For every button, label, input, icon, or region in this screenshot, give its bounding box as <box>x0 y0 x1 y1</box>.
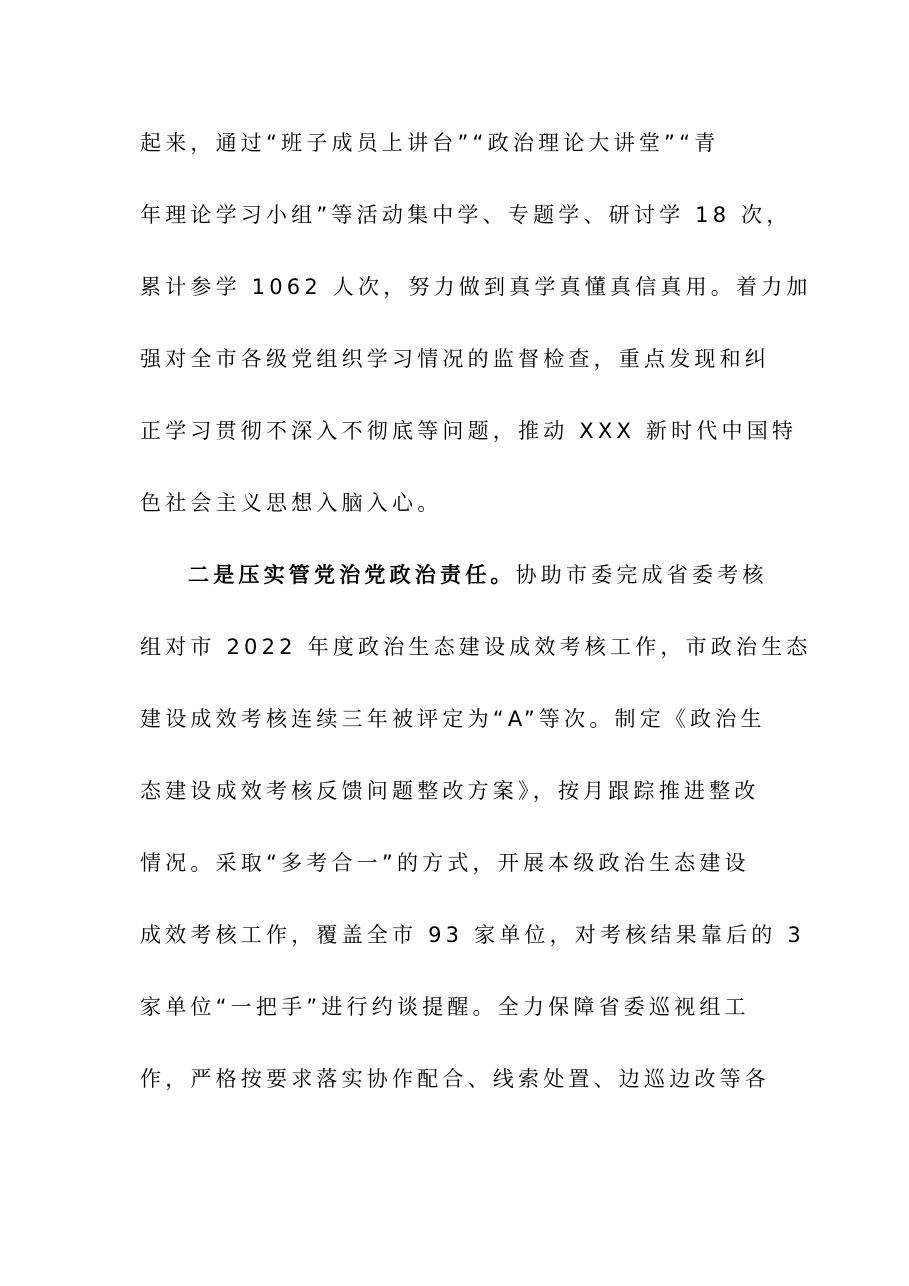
paragraph-2-line: 成效考核工作，覆盖全市 93 家单位，对考核结果靠后的 3 <box>140 923 805 947</box>
paragraph-2-line: 情况。采取“多考合一”的方式，开展本级政治生态建设 <box>140 851 750 875</box>
paragraph-1-line: 正学习贯彻不深入不彻底等问题，推动 XXX 新时代中国特 <box>140 419 798 443</box>
paragraph-1-line: 累计参学 1062 人次，努力做到真学真懂真信真用。着力加 <box>140 275 812 299</box>
paragraph-1-line: 年理论学习小组”等活动集中学、专题学、研讨学 18 次， <box>140 203 792 227</box>
section-heading: 二是压实管党治党政治责任。 <box>188 563 516 587</box>
paragraph-1-line: 色社会主义思想入脑入心。 <box>140 491 443 515</box>
paragraph-2-line: 家单位“一把手”进行约谈提醒。全力保障省委巡视组工 <box>140 995 750 1019</box>
paragraph-2-line: 组对市 2022 年度政治生态建设成效考核工作，市政治生态 <box>140 635 812 659</box>
paragraph-1-line: 强对全市各级党组织学习情况的监督检查，重点发现和纠 <box>140 347 770 371</box>
paragraph-2-first-line-text: 协助市委完成省委考核 <box>515 563 768 587</box>
paragraph-2-line: 态建设成效考核反馈问题整改方案》，按月跟踪推进整改 <box>140 779 760 803</box>
paragraph-2-line: 建设成效考核连续三年被评定为“A”等次。制定《政治生 <box>140 707 766 731</box>
paragraph-1-line: 起来，通过“班子成员上讲台”“政治理论大讲堂”“青 <box>140 131 720 155</box>
paragraph-2-line: 作，严格按要求落实协作配合、线索处置、边巡边改等各 <box>140 1067 770 1091</box>
paragraph-2-first-line <box>188 560 768 590</box>
